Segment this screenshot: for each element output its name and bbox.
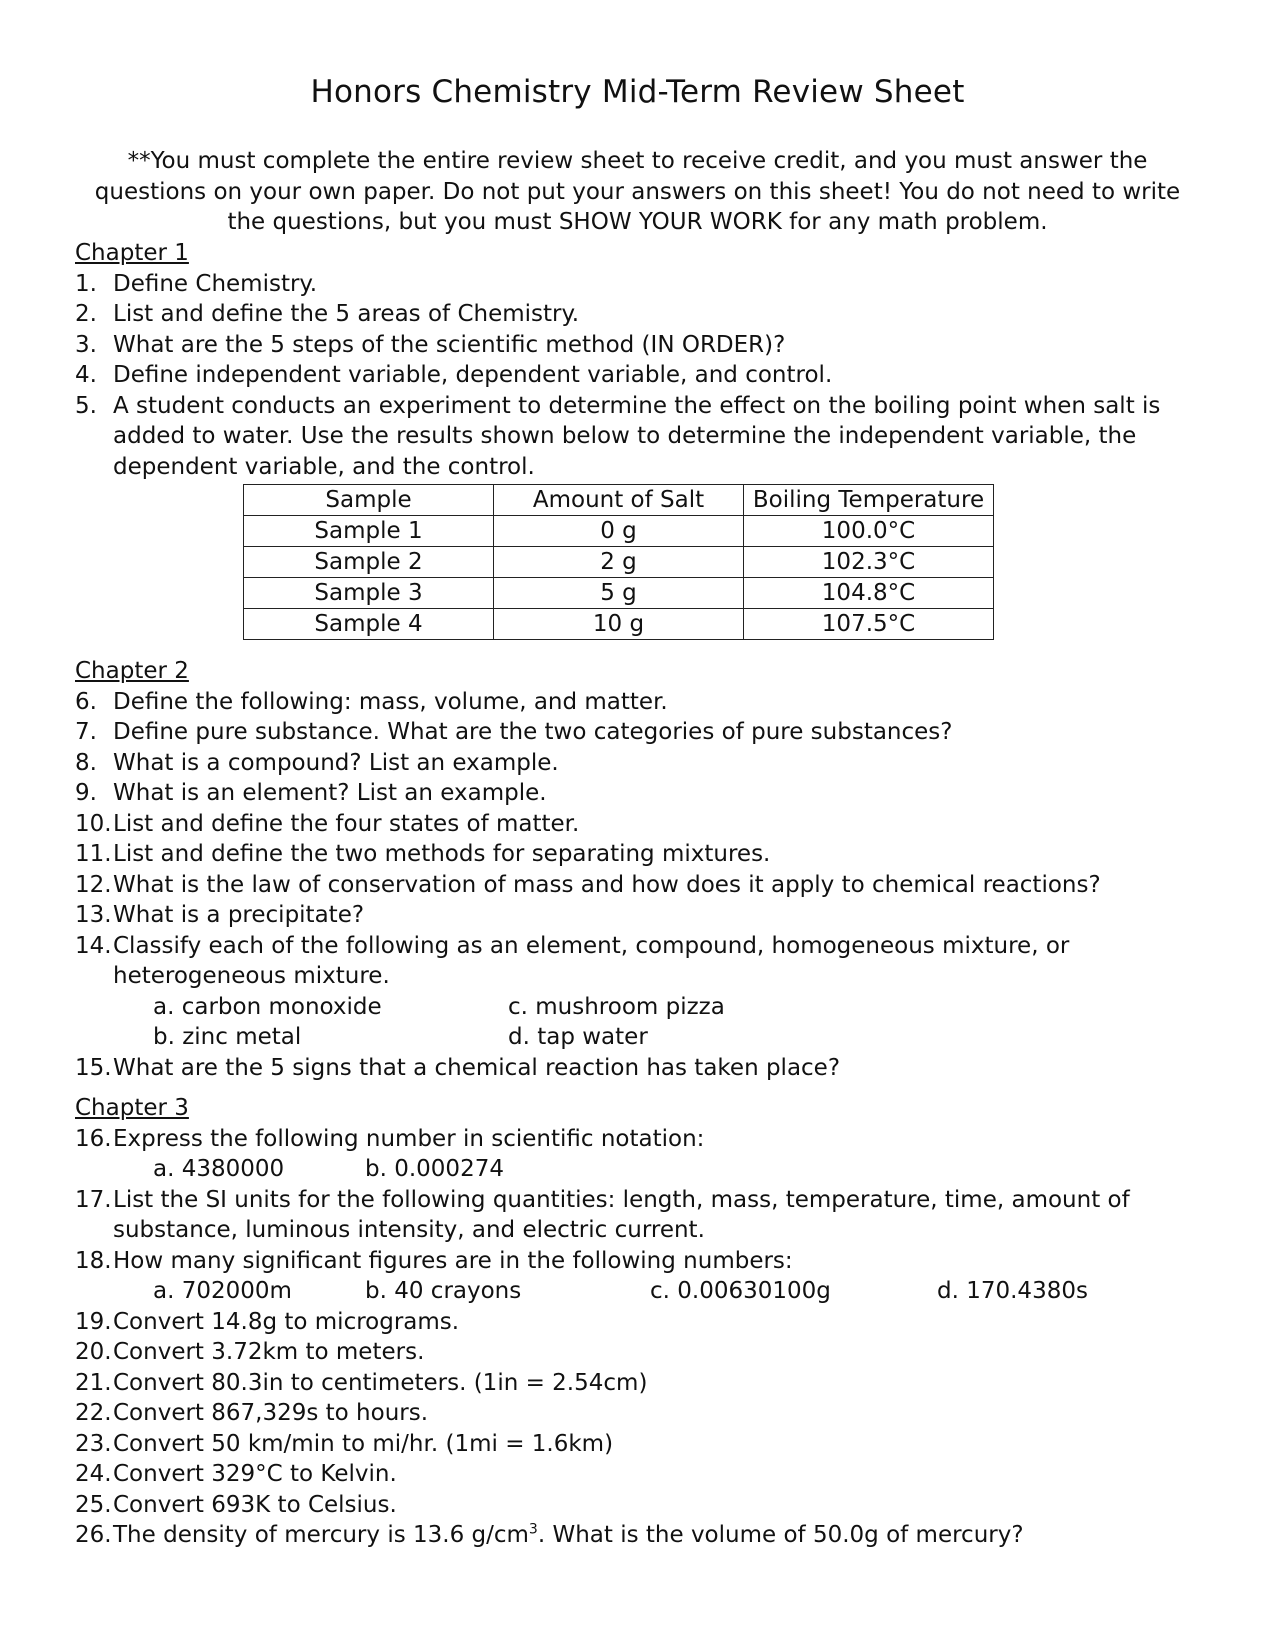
question-15 [75, 1053, 1215, 1084]
option-a: a. carbon monoxide [153, 993, 382, 1020]
table-cell: 0 g [494, 516, 744, 547]
question-text-part: . What is the volume of 50.0g of mercury? [537, 1522, 1024, 1548]
table-cell: 2 g [494, 547, 744, 578]
question-text: What is a compound? List an example. [113, 749, 559, 776]
question-text: How many significant figures are in the following numbers: [113, 1247, 793, 1274]
question-14-options-row-2 [75, 1022, 1215, 1053]
question-7 [75, 717, 1215, 748]
instructions: **You must complete the entire review sheet to receive credit, and you must answer the questions on your own paper. Do not put your answers on this sheet! You do not need to write the questions, but you must SHOW YOUR WORK for any math problem. [94, 148, 1181, 235]
question-text-part: The density of mercury is 13.6 g/cm [113, 1522, 529, 1548]
question-number: 7. [75, 719, 97, 745]
question-3 [75, 330, 1215, 361]
question-11 [75, 839, 1215, 870]
table-row [244, 547, 994, 578]
question-number: 11. [75, 841, 112, 867]
question-20 [75, 1337, 1215, 1368]
question-16 [75, 1124, 1215, 1155]
option-c: c. 0.00630100g [650, 1278, 831, 1304]
question-16-options [75, 1154, 1215, 1185]
question-10 [75, 809, 1215, 840]
question-4 [75, 360, 1215, 391]
question-number: 17. [75, 1186, 112, 1213]
table-header-cell: Amount of Salt [494, 485, 744, 516]
question-5 [75, 391, 1215, 483]
question-number: 14. [75, 932, 112, 959]
question-text: Convert 50 km/min to mi/hr. (1mi = 1.6km) [113, 1430, 614, 1457]
option-b: b. zinc metal [153, 1024, 302, 1050]
option-b: b. 40 crayons [365, 1278, 522, 1304]
question-text: What are the 5 steps of the scientific method (IN ORDER)? [113, 331, 786, 358]
table-cell: 107.5°C [744, 609, 994, 640]
table-header-cell: Boiling Temperature [744, 485, 994, 516]
chapter-2-heading: Chapter 2 [75, 658, 189, 684]
question-17 [75, 1185, 1215, 1246]
question-text: Convert 867,329s to hours. [113, 1400, 429, 1426]
question-21 [75, 1368, 1215, 1399]
question-25 [75, 1490, 1215, 1521]
table-row [244, 578, 994, 609]
question-text: What is the law of conservation of mass and how does it apply to chemical reactions? [113, 871, 1101, 898]
question-number: 1. [75, 270, 97, 297]
question-number: 6. [75, 688, 97, 715]
question-text: Define Chemistry. [113, 270, 318, 297]
question-18-options [75, 1276, 1215, 1307]
option-d: d. tap water [508, 1024, 648, 1050]
question-number: 15. [75, 1054, 112, 1081]
table-cell: 102.3°C [744, 547, 994, 578]
chapter-3-heading: Chapter 3 [75, 1095, 189, 1121]
question-14 [75, 931, 1215, 992]
question-number: 3. [75, 331, 97, 358]
question-number: 24. [75, 1461, 112, 1487]
question-text: Convert 693K to Celsius. [113, 1491, 397, 1518]
questions-body [75, 238, 1215, 1551]
question-14-options-row-1 [75, 992, 1215, 1023]
question-1 [75, 269, 1215, 300]
question-9 [75, 778, 1215, 809]
question-number: 26. [75, 1522, 112, 1548]
question-number: 12. [75, 871, 112, 898]
table-header-row [244, 485, 994, 516]
boiling-point-table [243, 484, 994, 640]
table-cell: Sample 3 [244, 578, 494, 609]
option-a: a. 702000m [153, 1278, 292, 1304]
table-row [244, 609, 994, 640]
option-d: d. 170.4380s [937, 1278, 1088, 1304]
question-18 [75, 1246, 1215, 1277]
question-text: Convert 80.3in to centimeters. (1in = 2.54cm) [113, 1369, 648, 1396]
table-row [244, 516, 994, 547]
question-text: A student conducts an experiment to determine the effect on the boiling point when salt is added to water. Use the results shown below to determine the independent variable, the dependent variable, and the control. [113, 392, 1161, 480]
question-2 [75, 299, 1215, 330]
question-text: Convert 3.72km to meters. [113, 1339, 425, 1365]
question-text: Define independent variable, dependent variable, and control. [113, 362, 833, 388]
question-text: Convert 329°C to Kelvin. [113, 1461, 397, 1487]
table-cell: Sample 2 [244, 547, 494, 578]
question-number: 10. [75, 810, 112, 837]
question-19 [75, 1307, 1215, 1338]
question-6 [75, 687, 1215, 718]
table-cell: 104.8°C [744, 578, 994, 609]
table-cell: Sample 1 [244, 516, 494, 547]
question-12 [75, 870, 1215, 901]
page-title: Honors Chemistry Mid-Term Review Sheet [310, 74, 965, 110]
table-cell: Sample 4 [244, 609, 494, 640]
option-c: c. mushroom pizza [508, 993, 725, 1020]
question-text: List and define the 5 areas of Chemistry. [113, 301, 580, 327]
chapter-1-heading: Chapter 1 [75, 240, 189, 266]
question-text: Convert 14.8g to micrograms. [113, 1308, 460, 1335]
question-24 [75, 1459, 1215, 1490]
question-number: 22. [75, 1400, 112, 1426]
question-text: What is a precipitate? [113, 902, 365, 928]
question-number: 18. [75, 1247, 112, 1274]
question-text: Define pure substance. What are the two categories of pure substances? [113, 719, 953, 745]
question-number: 13. [75, 902, 112, 928]
option-a: a. 4380000 [153, 1156, 285, 1182]
question-number: 8. [75, 749, 97, 776]
table-cell: 10 g [494, 609, 744, 640]
question-number: 2. [75, 301, 97, 327]
question-number: 9. [75, 780, 97, 806]
option-b: b. 0.000274 [365, 1156, 504, 1182]
question-text [113, 1520, 1215, 1551]
question-number: 20. [75, 1339, 112, 1365]
question-number: 25. [75, 1491, 112, 1518]
question-26 [75, 1520, 1215, 1551]
question-22 [75, 1398, 1215, 1429]
question-number: 16. [75, 1125, 112, 1152]
question-text: What are the 5 signs that a chemical reaction has taken place? [113, 1054, 841, 1081]
question-number: 19. [75, 1308, 112, 1335]
question-number: 21. [75, 1369, 112, 1396]
question-text: What is an element? List an example. [113, 780, 547, 806]
question-text: Classify each of the following as an element, compound, homogeneous mixture, or heterogeneous mixture. [113, 932, 1070, 989]
question-text: List the SI units for the following quantities: length, mass, temperature, time, amount of substance, luminous intensity, and electric current. [113, 1186, 1130, 1243]
table-cell: 100.0°C [744, 516, 994, 547]
question-text: Express the following number in scientific notation: [113, 1125, 705, 1152]
question-13 [75, 900, 1215, 931]
question-8 [75, 748, 1215, 779]
question-number: 23. [75, 1430, 112, 1457]
question-text: List and define the four states of matter. [113, 810, 580, 837]
question-number: 5. [75, 392, 97, 419]
question-number: 4. [75, 362, 97, 388]
question-text: Define the following: mass, volume, and matter. [113, 688, 668, 715]
table-cell: 5 g [494, 578, 744, 609]
question-23 [75, 1429, 1215, 1460]
question-text: List and define the two methods for separating mixtures. [113, 841, 771, 867]
table-header-cell: Sample [244, 485, 494, 516]
superscript: 3 [528, 1521, 538, 1538]
